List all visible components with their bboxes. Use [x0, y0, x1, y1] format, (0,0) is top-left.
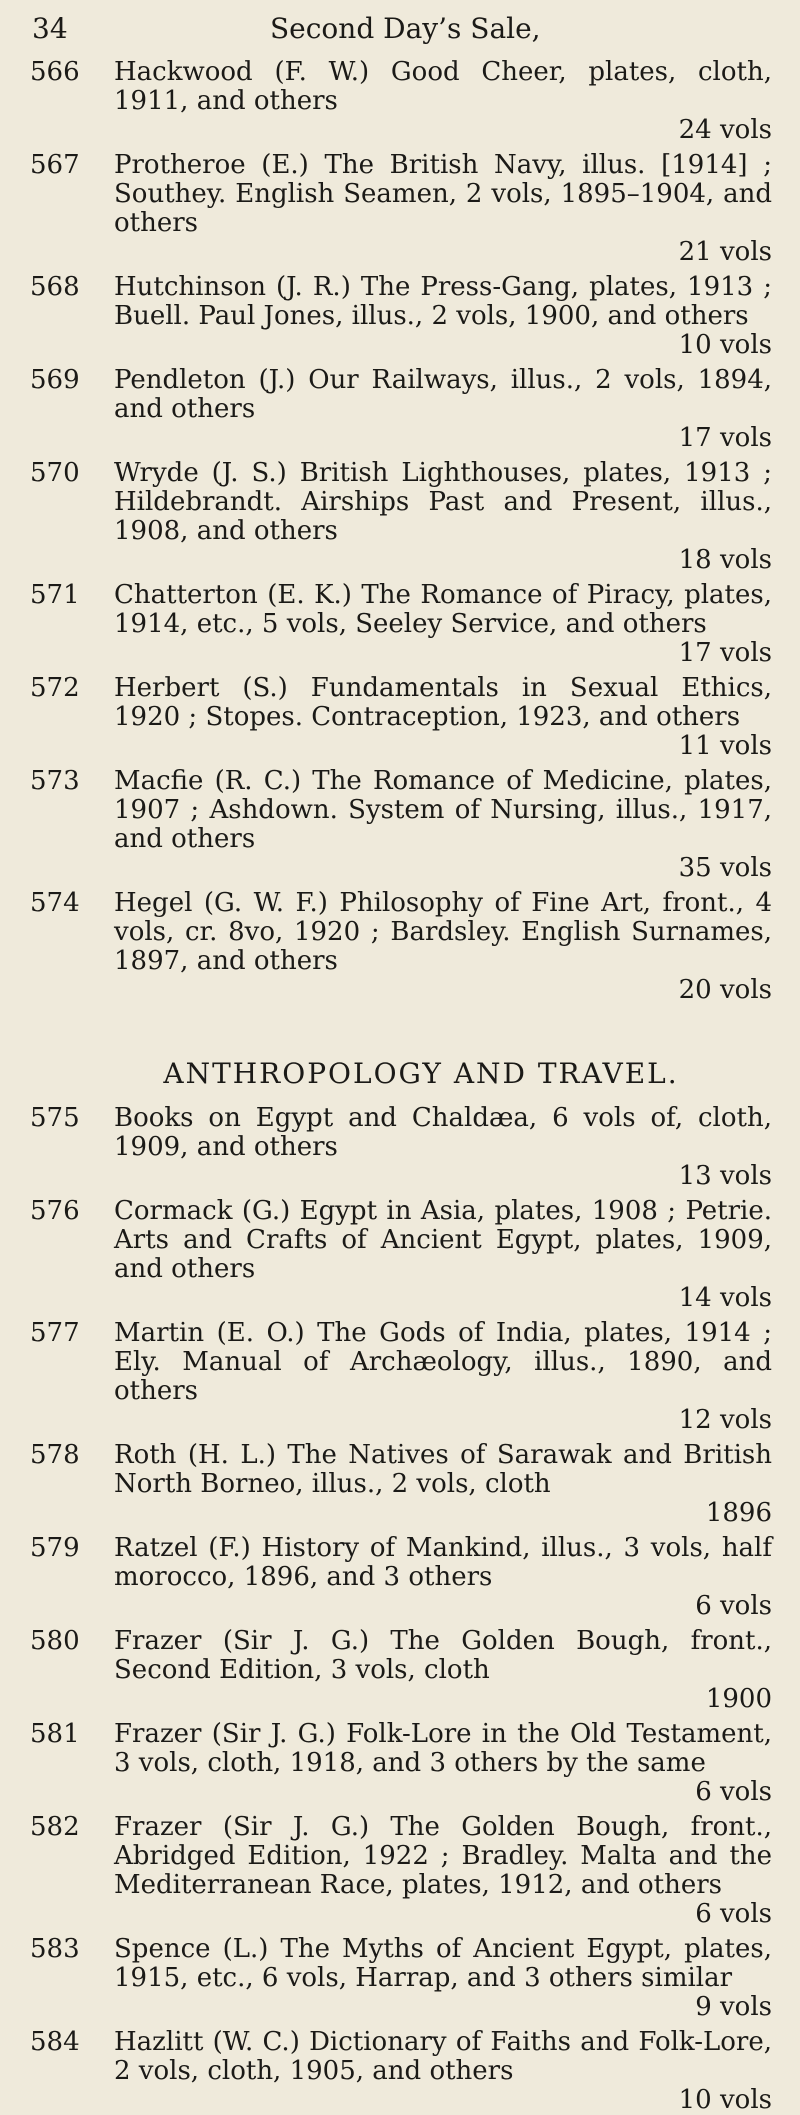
lot-number: 568 — [30, 272, 80, 302]
lot-description: Pendleton (J.) Our Railways, illus., 2 vols, 1894, and others — [114, 365, 772, 424]
lot-description: Herbert (S.) Fundamentals in Sexual Ethics, 1920 ; Stopes. Contraception, 1923, and others — [114, 673, 772, 732]
lot-number: 584 — [30, 2027, 80, 2057]
lot-list-anthropology — [30, 1104, 772, 2115]
lot-description: Frazer (Sir J. G.) The Golden Bough, front., Second Edition, 3 vols, cloth — [114, 1626, 772, 1685]
lot-volumes: 6 vols — [695, 1899, 772, 1929]
lot-entry — [30, 767, 772, 883]
lot-volumes: 21 vols — [678, 237, 772, 267]
lot-description: Chatterton (E. K.) The Romance of Piracy, plates, 1914, etc., 5 vols, Seeley Service, and others — [114, 580, 772, 639]
lot-entry — [30, 1813, 772, 1929]
lot-number: 575 — [30, 1103, 80, 1133]
lot-number: 572 — [30, 673, 80, 703]
lot-entry — [30, 1441, 772, 1528]
lot-number: 582 — [30, 1812, 80, 1842]
lot-volumes: 24 vols — [678, 115, 772, 145]
lot-volumes: 35 vols — [678, 853, 772, 883]
lot-entry — [30, 581, 772, 668]
lot-number: 581 — [30, 1719, 80, 1749]
lot-number: 578 — [30, 1440, 80, 1470]
lot-number: 569 — [30, 365, 80, 395]
lot-volumes: 6 vols — [695, 1591, 772, 1621]
lot-volumes: 18 vols — [678, 545, 772, 575]
lot-number: 583 — [30, 1934, 80, 1964]
lot-volumes: 10 vols — [678, 330, 772, 360]
lot-entry — [30, 1720, 772, 1807]
lot-description: Macfie (R. C.) The Romance of Medicine, plates, 1907 ; Ashdown. System of Nursing, illus., 1917, and others — [114, 766, 772, 854]
lot-volumes: 17 vols — [678, 638, 772, 668]
lot-description: Frazer (Sir J. G.) The Golden Bough, front., Abridged Edition, 1922 ; Bradley. Malta and the Mediterranean Race, plates, 1912, and others — [114, 1812, 772, 1900]
lot-entry — [30, 1104, 772, 1191]
lot-description: Roth (H. L.) The Natives of Sarawak and British North Borneo, illus., 2 vols, cloth — [114, 1440, 772, 1499]
lot-number: 577 — [30, 1318, 80, 1348]
lot-number: 573 — [30, 766, 80, 796]
lot-number: 570 — [30, 458, 80, 488]
lot-description: Books on Egypt and Chaldæa, 6 vols of, cloth, 1909, and others — [114, 1103, 772, 1162]
lot-volumes: 17 vols — [678, 423, 772, 453]
lot-volumes: 20 vols — [678, 975, 772, 1005]
lot-description: Martin (E. O.) The Gods of India, plates, 1914 ; Ely. Manual of Archæology, illus., 1890, and others — [114, 1318, 772, 1406]
page-number: 34 — [32, 12, 68, 45]
lot-list-general — [30, 58, 772, 1005]
page-header — [30, 8, 772, 58]
lot-entry — [30, 2028, 772, 2115]
lot-description: Spence (L.) The Myths of Ancient Egypt, plates, 1915, etc., 6 vols, Harrap, and 3 others similar — [114, 1934, 772, 1993]
lot-number: 566 — [30, 57, 80, 87]
lot-volumes: 11 vols — [678, 731, 772, 761]
lot-number: 574 — [30, 888, 80, 918]
lot-description: Frazer (Sir J. G.) Folk-Lore in the Old Testament, 3 vols, cloth, 1918, and 3 others by the same — [114, 1719, 772, 1778]
lot-entry — [30, 1534, 772, 1621]
lot-entry — [30, 1935, 772, 2022]
lot-description: Hackwood (F. W.) Good Cheer, plates, cloth, 1911, and others — [114, 57, 772, 116]
lot-entry — [30, 459, 772, 575]
lot-description: Cormack (G.) Egypt in Asia, plates, 1908 ; Petrie. Arts and Crafts of Ancient Egypt, plates, 1909, and others — [114, 1196, 772, 1284]
lot-entry — [30, 674, 772, 761]
lot-volumes: 6 vols — [695, 1777, 772, 1807]
lot-entry — [30, 1197, 772, 1313]
lot-description: Hegel (G. W. F.) Philosophy of Fine Art, front., 4 vols, cr. 8vo, 1920 ; Bardsley. English Surnames, 1897, and others — [114, 888, 772, 976]
lot-volumes: 12 vols — [678, 1405, 772, 1435]
lot-volumes: 9 vols — [695, 1992, 772, 2022]
running-title: Second Day’s Sale, — [270, 12, 541, 45]
lot-number: 580 — [30, 1626, 80, 1656]
lot-entry — [30, 1627, 772, 1714]
lot-description: Ratzel (F.) History of Mankind, illus., 3 vols, half morocco, 1896, and 3 others — [114, 1533, 772, 1592]
lot-entry — [30, 1319, 772, 1435]
lot-volumes: 1900 — [705, 1684, 772, 1714]
lot-entry — [30, 273, 772, 360]
lot-entry — [30, 889, 772, 1005]
lot-number: 571 — [30, 580, 80, 610]
lot-description: Protheroe (E.) The British Navy, illus. [1914] ; Southey. English Seamen, 2 vols, 1895–1904, and others — [114, 150, 772, 238]
lot-number: 579 — [30, 1533, 80, 1563]
lot-entry — [30, 366, 772, 453]
lot-number: 576 — [30, 1196, 80, 1226]
lot-volumes: 14 vols — [678, 1283, 772, 1313]
lot-entry — [30, 151, 772, 267]
lot-volumes: 10 vols — [678, 2085, 772, 2115]
section-heading: ANTHROPOLOGY AND TRAVEL. — [163, 1057, 679, 1090]
lot-entry — [30, 58, 772, 145]
lot-volumes: 1896 — [705, 1498, 772, 1528]
lot-description: Wryde (J. S.) British Lighthouses, plates, 1913 ; Hildebrandt. Airships Past and Present, illus., 1908, and others — [114, 458, 772, 546]
lot-description: Hazlitt (W. C.) Dictionary of Faiths and Folk-Lore, 2 vols, cloth, 1905, and others — [114, 2027, 772, 2086]
lot-number: 567 — [30, 150, 80, 180]
lot-volumes: 13 vols — [678, 1161, 772, 1191]
lot-description: Hutchinson (J. R.) The Press-Gang, plates, 1913 ; Buell. Paul Jones, illus., 2 vols, 1900, and others — [114, 272, 772, 331]
